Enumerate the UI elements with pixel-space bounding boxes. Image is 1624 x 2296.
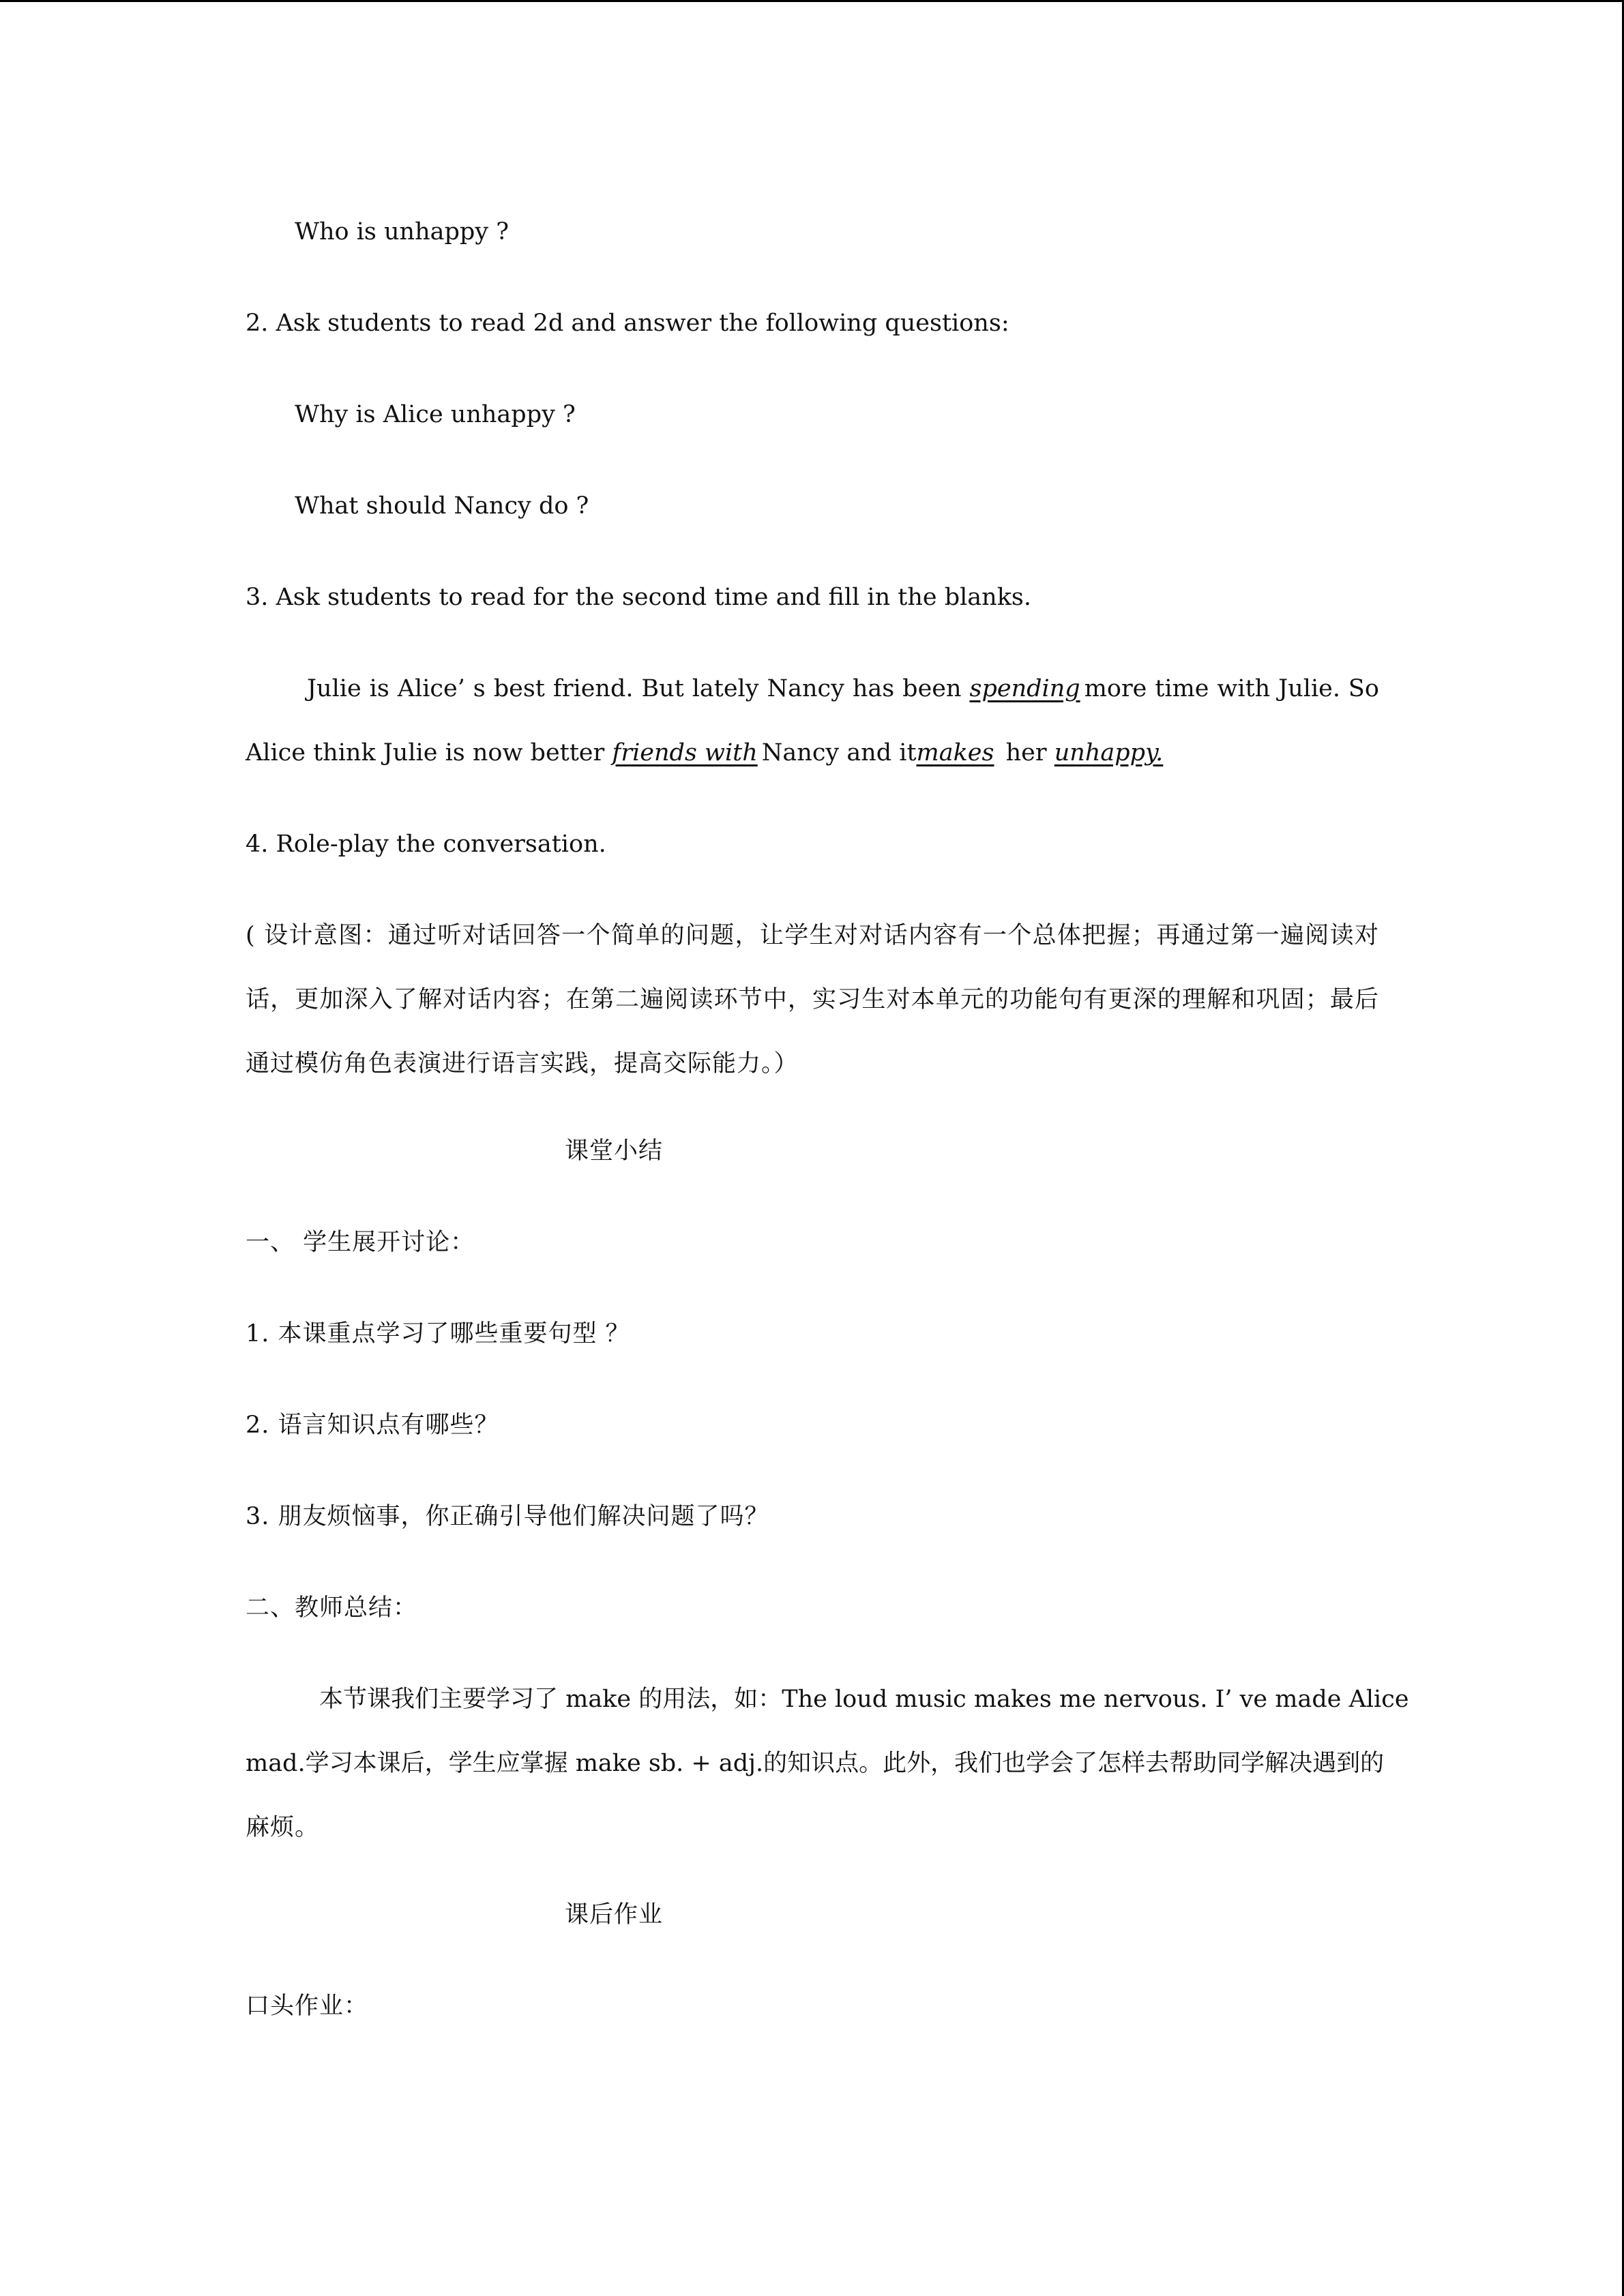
oral-homework-label: 口头作业：	[246, 1993, 369, 2020]
question-who-unhappy: Who is unhappy ?	[295, 218, 509, 245]
fill-blank-line-1	[307, 672, 1379, 705]
question-why-unhappy: Why is Alice unhappy ?	[295, 401, 576, 428]
fill-text: Julie is Alice’ s best friend. But lately Nancy has been	[307, 675, 962, 702]
design-intent-line-1: ( 设计意图：通过听对话回答一个简单的问题，让学生对对话内容有一个总体把握；再通过第一遍阅读对	[246, 922, 1379, 949]
fill-text: Alice think Julie is now better	[246, 739, 605, 766]
step-3: 3. Ask students to read for the second time and fill in the blanks.	[246, 584, 1032, 611]
question-what-should-do: What should Nancy do ?	[295, 492, 589, 520]
section-heading-homework: 课后作业	[564, 1901, 663, 1928]
summary-line-3: 麻烦。	[246, 1814, 320, 1841]
fill-blank-answer: friends with	[612, 739, 758, 766]
step-2: 2. Ask students to read 2d and answer the following questions:	[246, 310, 1009, 337]
summary-line-1: 本节课我们主要学习了 make 的用法，如：The loud music makes me nervous. I’ ve made Alice	[319, 1686, 1409, 1713]
part-two-teacher-summary: 二、教师总结：	[246, 1594, 418, 1622]
fill-blank-line-2	[246, 736, 1379, 769]
fill-text: her	[1005, 739, 1047, 766]
step-4: 4. Role-play the conversation.	[246, 831, 606, 858]
design-intent-line-2: 话，更加深入了解对话内容；在第二遍阅读环节中，实习生对本单元的功能句有更深的理解和巩固；最后	[246, 986, 1379, 1013]
fill-blank-answer: makes	[916, 739, 994, 766]
summary-line-2: mad.学习本课后，学生应掌握 make sb. + adj.的知识点。此外，我们也学会了怎样去帮助同学解决遇到的	[246, 1750, 1385, 1777]
part-one-discussion: 一、 学生展开讨论：	[246, 1229, 475, 1256]
fill-blank-answer: spending	[969, 675, 1080, 702]
fill-text: more time with Julie. So	[1084, 675, 1379, 702]
section-heading-summary: 课堂小结	[564, 1137, 663, 1165]
discussion-item-3: 3. 朋友烦恼事，你正确引导他们解决问题了吗？	[246, 1503, 769, 1530]
discussion-item-2: 2. 语言知识点有哪些？	[246, 1412, 499, 1439]
fill-text: Nancy and it	[761, 739, 917, 766]
fill-blank-answer: unhappy.	[1054, 739, 1164, 766]
discussion-item-1: 1. 本课重点学习了哪些重要句型 ？	[246, 1320, 630, 1347]
design-intent-line-3: 通过模仿角色表演进行语言实践，提高交际能力。）	[246, 1050, 799, 1077]
